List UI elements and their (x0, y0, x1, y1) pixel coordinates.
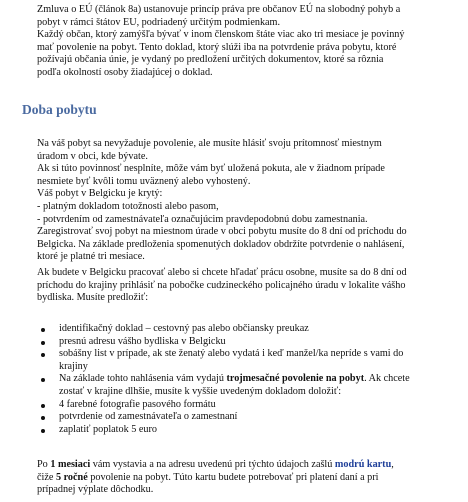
intro-line: Každý občan, ktorý zamýšľa bývať v inom členskom štáte viac ako tri mesiace je povinný (37, 29, 405, 41)
bullet-icon (41, 416, 45, 420)
emphasis-text: trojmesačné povolenie na pobyt (226, 373, 365, 385)
work-paragraph (37, 267, 457, 305)
bullet-icon (41, 429, 45, 433)
section-title: Doba pobytu (22, 102, 97, 117)
para-line: Na váš pobyt sa nevyžaduje povolenie, ale musíte hlásiť svoju prítomnosť miestnym (37, 138, 382, 149)
list-item-text: potvrdenie od zamestnávateľa o zamestnaní (59, 411, 238, 423)
list-item (37, 323, 457, 336)
list-item-text: 4 farebné fotografie pasového formátu (59, 398, 216, 410)
closing-line: čiže 5 ročné povolenie na pobyt. Túto kartu budete potrebovať pri platení daní a pri (37, 471, 379, 483)
para-line: Váš pobyt v Belgicku je krytý: (37, 188, 163, 200)
para-line: Belgicka. Na základe predloženia spomenutých dokladov obdržíte potvrdenie o nahlásení, (37, 238, 405, 250)
bullet-icon (41, 404, 45, 408)
closing-line: prípadnej výplate dôchodku. (37, 484, 154, 496)
intro-paragraph (37, 4, 457, 80)
para-line: príchodu do krajiny prihlásiť na pobočke cudzineckého policajného úradu v lokalite vášho (37, 279, 406, 291)
intro-line: Zmluva o EÚ (článok 8a) ustanovuje princíp práva pre občanov EÚ na slobodný pohyb a (37, 4, 401, 15)
para-line: bydliska. Musíte predložiť: (37, 292, 149, 304)
bullet-icon (41, 378, 45, 382)
para-line: ktoré je platné tri mesiace. (37, 251, 145, 263)
para-line: Ak budete v Belgicku pracovať alebo si chcete hľadať prácu osobne, musíte sa do 8 dní od (37, 267, 407, 278)
para-line: úradom v obci, kde bývate. (37, 150, 148, 162)
emphasis-text: 5 ročné (55, 471, 88, 483)
list-item-text: zostať v krajine dlhšie, musíte k vyššie uvedeným dokladom doložiť: (59, 385, 342, 397)
list-item-text: Na základe tohto nahlásenia vám vydajú (59, 373, 227, 385)
emphasis-text: 1 mesiaci (50, 459, 91, 470)
bullet-icon (41, 328, 45, 332)
list-item-text: zaplatiť poplatok 5 euro (59, 423, 157, 435)
para-line: Zaregistrovať svoj pobyt na miestnom úrade v obci pobytu musíte do 8 dní od príchodu do (37, 226, 407, 238)
list-item-text: presnú adresu vášho bydliska v Belgicku (59, 335, 226, 347)
intro-line: mať povolenie na pobyt. Tento doklad, ktorý slúži iba na potvrdenie práva pobytu, ktoré (37, 41, 397, 53)
para-line: - potvrdením od zamestnávateľa označujúcim pravdepodobnú dobu zamestnania. (37, 213, 368, 225)
list-item-text: krajiny (59, 360, 88, 372)
list-item (37, 424, 457, 437)
residence-paragraph (37, 138, 457, 264)
bullet-icon (41, 353, 45, 357)
emphasis-text: modrú kartu (334, 459, 392, 470)
list-item (37, 399, 457, 412)
bullet-icon (41, 341, 45, 345)
para-line: Ak si túto povinnosť nesplníte, môže vám byť uložená pokuta, ale v žiadnom prípade (37, 163, 385, 175)
list-item (37, 336, 457, 349)
closing-paragraph (37, 459, 457, 497)
intro-line: pobyt v rámci štátov EU, podriadený určitým podmienkam. (37, 16, 281, 28)
para-line: nesmiete byť kvôli tomu uväznený alebo vyhostený. (37, 175, 251, 187)
intro-line: podľa okolností osoby žiadajúcej o doklad. (37, 66, 213, 78)
list-item-text: identifikačný doklad – cestovný pas alebo občiansky preukaz (59, 323, 309, 334)
list-item-text: sobášny list v prípade, ak ste ženatý alebo vydatá i keď manžel/ka nepríde s vami do (59, 348, 404, 360)
required-documents-list (37, 323, 457, 436)
list-item (37, 348, 457, 373)
para-line: - platným dokladom totožnosti alebo pasom, (37, 200, 219, 212)
list-item (37, 411, 457, 424)
closing-line: Po 1 mesiaci vám vystavia a na adresu uvedenú pri týchto údajoch zašlú modrú kartu, (37, 459, 394, 470)
list-item-text: . Ak chcete (364, 373, 410, 385)
list-item (37, 373, 457, 398)
intro-line: požívajú občania únie, je vydaný po predložení určitých dokumentov, ktoré sa rôznia (37, 54, 384, 66)
